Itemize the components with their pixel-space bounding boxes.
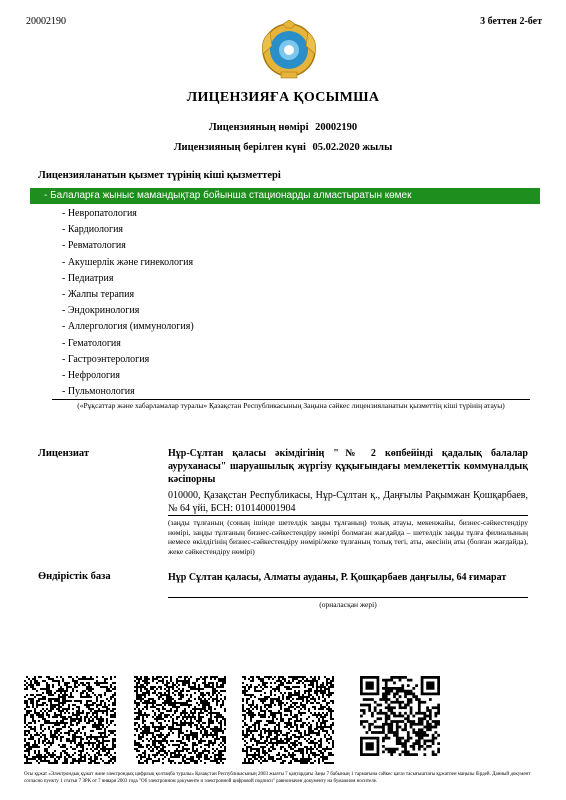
list-item: - Гастроэнтерология xyxy=(62,353,150,365)
list-item: - Нефрология xyxy=(62,369,121,381)
license-date-label: Лицензияның берілген күні xyxy=(173,142,306,153)
license-number-row xyxy=(0,122,566,133)
subtypes-heading: Лицензияланатын қызмет түрінің кіші қызметтері xyxy=(38,170,281,181)
subtype-list xyxy=(62,206,194,400)
list-item: - Эндокринология xyxy=(62,305,140,317)
licensee-address: 010000, Қазақстан Республикасы, Нұр-Сұлтан қ., Даңғылы Рақымжан Қошқарбаев, № 64 үйі, БСН: 010140001904 xyxy=(168,490,528,514)
production-base-value: Нұр Сұлтан қаласы, Алматы ауданы, Р. Қошқарбаев даңғылы, 64 ғимарат xyxy=(168,572,507,583)
datamatrix-code-icon xyxy=(24,676,116,764)
datamatrix-code-icon xyxy=(242,676,334,764)
list-item: - Аллергология (иммунология) xyxy=(62,321,194,333)
license-date-value: 05.02.2020 жылы xyxy=(312,142,393,153)
list-item: - Педиатрия xyxy=(62,272,114,284)
licensee-caption: (заңды тұлғаның (соның ішінде шетелдік заңды тұлғаның) толық атауы, мекенжайы, бизнес-сәйкестендіру нөмірі, заңды тұлғаның бизнес-сәйкестендіру нөмірі болмаған жағдайда – шетелдік заңды тұлға филиалының немесе өкілдігінің бизнес-сәйкестендіру нөмірі/жеке тұлғаның толық тегі, аты, әкесінің аты (болған жағдайда), жеке сәйкестендіру нөмірі) xyxy=(168,518,528,556)
list-item: - Акушерлік және гинекология xyxy=(62,256,194,268)
document-title: ЛИЦЕНЗИЯҒА ҚОСЫМША xyxy=(186,90,380,105)
licensee-name: Нұр-Сұлтан қаласы әкімдігінің "№ 2 көпбейінді қадалық балалар ауруханасы" шаруашылық жүргізу құқығындағы мемлекеттік коммуналдық кәсіпорны xyxy=(168,448,528,485)
subtypes-caption: («Рұқсаттар және хабарламалар туралы» Қазақстан Республикасының Заңына сәйкес лицензияланатын қызметтің кіші түрінің атауы) xyxy=(77,401,505,410)
divider xyxy=(168,515,528,516)
datamatrix-code-icon xyxy=(134,676,226,764)
code-strip xyxy=(24,676,544,766)
qr-code-icon xyxy=(360,676,440,756)
license-date-row xyxy=(0,142,566,153)
list-item: - Невропатология xyxy=(62,208,137,219)
page-info: 3 беттен 2-бет xyxy=(480,16,542,27)
production-base-label: Өндірістік база xyxy=(38,571,111,582)
license-number-value: 20002190 xyxy=(315,122,358,133)
licensee-label: Лицензиат xyxy=(38,448,90,459)
list-item: - Гематология xyxy=(62,337,121,349)
list-item: - Ревматология xyxy=(62,240,126,252)
document-number: 20002190 xyxy=(26,16,66,27)
list-item: - Кардиология xyxy=(62,224,124,236)
divider xyxy=(168,597,528,598)
highlighted-subtype: - Балаларға жыныс мамандықтар бойынша стационарды алмастыратын көмек xyxy=(30,188,540,204)
footer-note: Осы құжат «Электрондық құжат және электрондық цифрлық қолтаңба туралы» Қазақстан Республикасының 2003 жылғы 7 қаңтардағы Заңы 7 бабының 1 тармағына сәйкес қағаз тасығыштағы құжатпен маңызы бірдей. Данный документ согласно пункту 1 статьи 7 ЗРК от 7 января 2003 года "Об электронном документе и электронной цифровой подписи" равнозначен документу на бумажном носителе. xyxy=(24,772,531,784)
license-number-label: Лицензияның нөмірі xyxy=(208,122,309,133)
divider xyxy=(52,399,530,400)
list-item: - Пульмонология xyxy=(62,386,135,398)
kazakhstan-emblem-icon xyxy=(258,20,320,80)
list-item: - Жалпы терапия xyxy=(62,288,135,300)
production-base-caption: (орналасқан жері) xyxy=(319,600,377,609)
